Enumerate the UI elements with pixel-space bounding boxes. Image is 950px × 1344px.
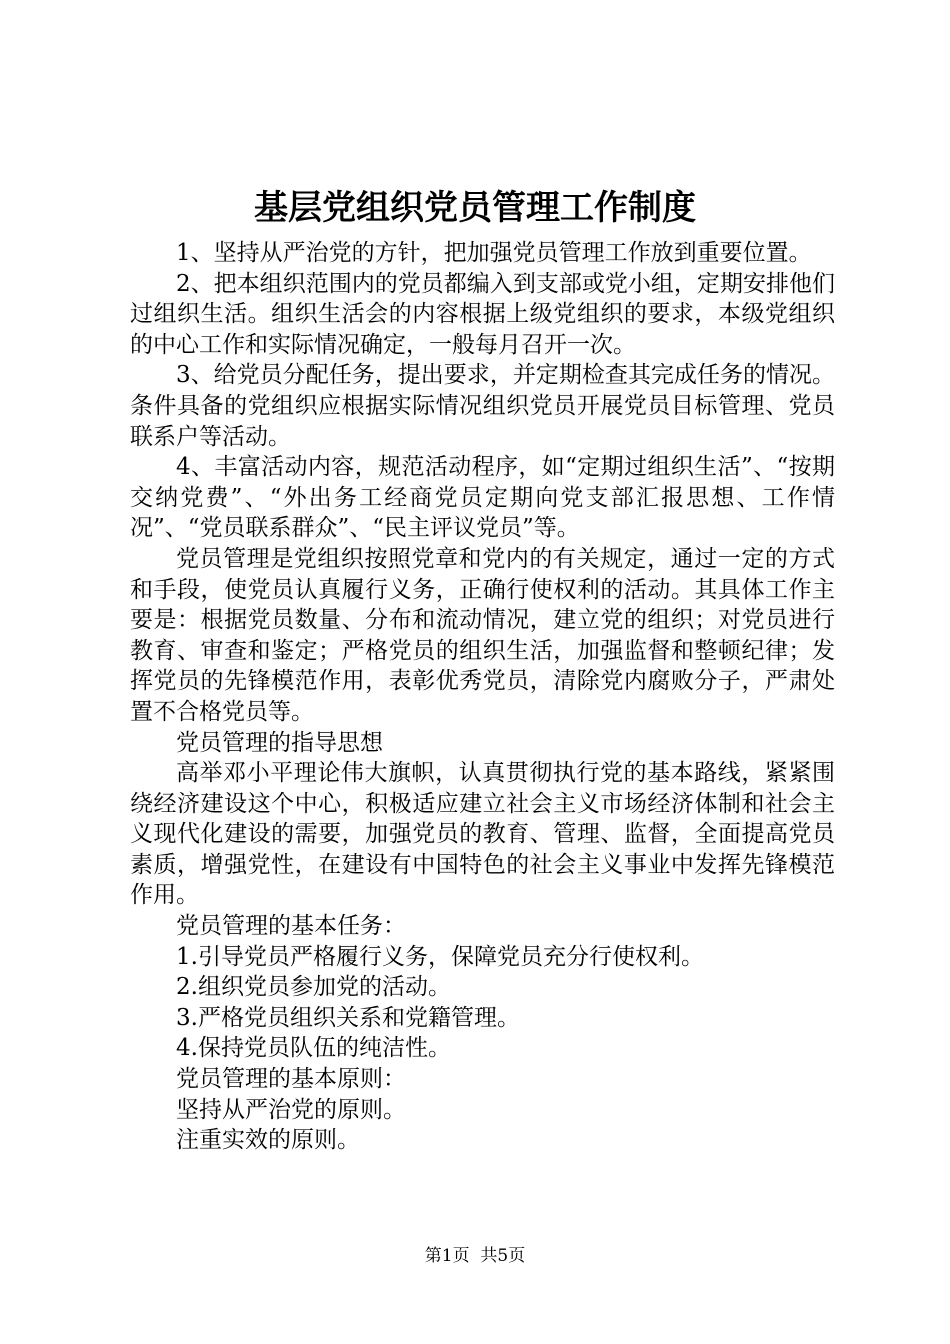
page-number-total: 共5页 [480,1246,526,1266]
paragraph-guiding-ideology: 高举邓小平理论伟大旗帜，认真贯彻执行党的基本路线，紧紧围绕经济建设这个中心，积极适应建立社会主义市场经济体制和社会主义现代化建设的需要，加强党员的教育、管理、监督，全面提高党员素质，增强党性，在建设有中国特色的社会主义事业中发挥先锋模范作用。 [130,760,835,909]
principle-item-2: 注重实效的原则。 [176,1127,360,1154]
page-number-current: 第1页 [424,1246,470,1266]
task-item-3: 3.严格党员组织关系和党籍管理。 [176,1004,520,1031]
page-title: 基层党组织党员管理工作制度 [254,188,696,228]
paragraph-2: 2、把本组织范围内的党员都编入到支部或党小组，定期安排他们过组织生活。组织生活会的内容根据上级党组织的要求，本级党组织的中心工作和实际情况确定，一般每月召开一次。 [130,270,835,358]
document-body [130,238,835,1156]
paragraph-3: 3、给党员分配任务，提出要求，并定期检查其完成任务的情况。条件具备的党组织应根据实际情况组织党员开展党员目标管理、党员联系户等活动。 [130,362,835,450]
principle-item-1: 坚持从严治党的原则。 [176,1096,406,1123]
paragraph-1: 1、坚持从严治党的方针，把加强党员管理工作放到重要位置。 [176,240,812,266]
paragraph-4: 4、丰富活动内容，规范活动程序，如“定期过组织生活”、“按期交纳党费”、“外出务工经商党员定期向党支部汇报思想、工作情况”、“党员联系群众”、“民主评议党员”等。 [130,454,835,542]
page-footer [0,1244,950,1268]
heading-basic-principles: 党员管理的基本原则： [176,1066,406,1093]
task-item-4: 4.保持党员队伍的纯洁性。 [176,1035,451,1062]
heading-guiding-ideology: 党员管理的指导思想 [176,729,383,756]
task-item-1: 1.引导党员严格履行义务，保障党员充分行使权利。 [176,943,704,970]
task-item-2: 2.组织党员参加党的活动。 [176,974,451,1001]
heading-basic-tasks: 党员管理的基本任务： [176,913,406,940]
paragraph-definition: 党员管理是党组织按照党章和党内的有关规定，通过一定的方式和手段，使党员认真履行义务，正确行使权利的活动。其具体工作主要是：根据党员数量、分布和流动情况，建立党的组织；对党员进行教育、审查和鉴定；严格党员的组织生活，加强监督和整顿纪律；发挥党员的先锋模范作用，表彰优秀党员，清除党内腐败分子，严肃处置不合格党员等。 [130,545,835,725]
